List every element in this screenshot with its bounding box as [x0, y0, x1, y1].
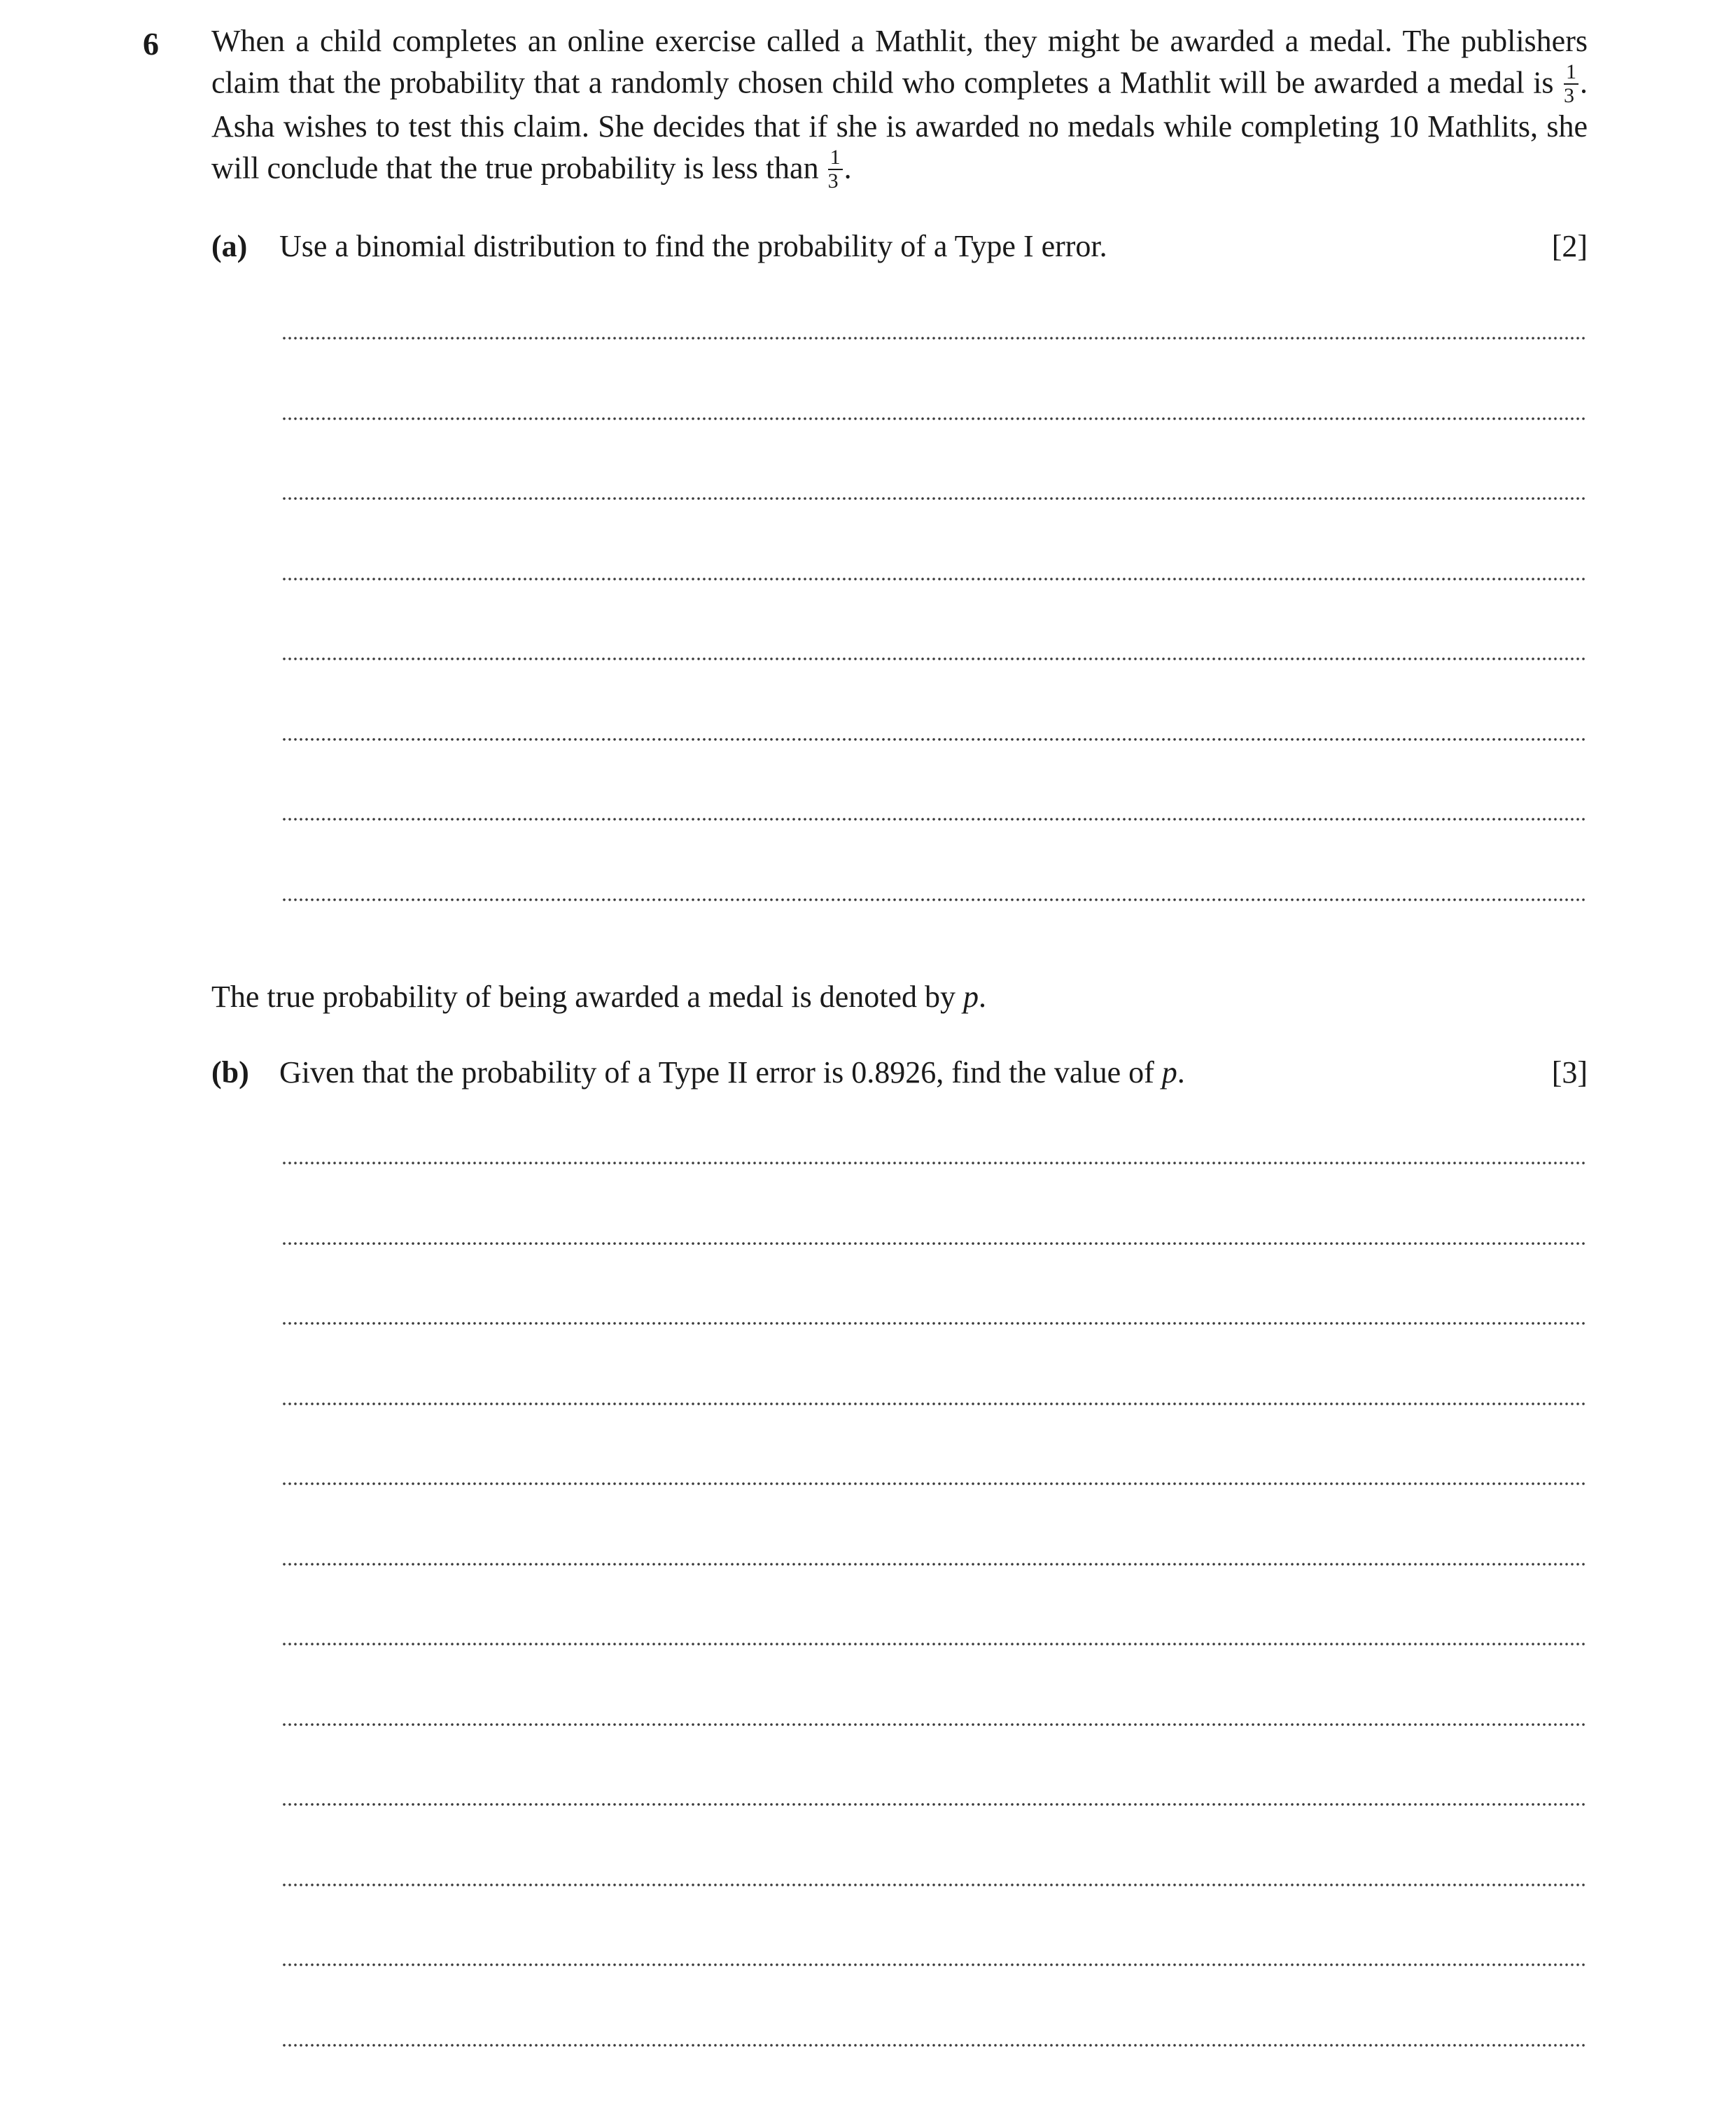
part-b-prompt: [211, 1055, 1588, 1097]
fraction-denominator: 3: [1564, 84, 1574, 107]
part-a-text: Use a binomial distribution to find the probability of a Type I error.: [279, 229, 1107, 263]
answer-line[interactable]: [281, 1482, 1588, 1486]
answer-line[interactable]: [281, 1241, 1588, 1246]
question-intro: [211, 21, 1588, 192]
part-b-text-end: .: [1177, 1055, 1185, 1090]
fraction-denominator: 3: [827, 169, 839, 193]
answer-line[interactable]: [281, 1642, 1588, 1646]
answer-line[interactable]: [281, 577, 1588, 581]
fraction-one-third: [828, 147, 843, 192]
fraction-one-third: [1564, 62, 1578, 106]
variable-p: p: [1161, 1055, 1177, 1090]
answer-line[interactable]: [281, 817, 1588, 821]
part-a-label: (a): [211, 229, 248, 263]
intro-text-1: When a child completes an online exercise called a Mathlit, they might be awarded a medal. The publishers claim that the probability that a randomly chosen child who completes a Mathlit will be awarded a medal is: [211, 24, 1588, 100]
answer-line[interactable]: [281, 737, 1588, 742]
part-a-marks: [2]: [1551, 229, 1588, 263]
part-b-text: [279, 1055, 1185, 1090]
variable-p: p: [962, 980, 979, 1014]
answer-line[interactable]: [281, 657, 1588, 661]
answer-line[interactable]: [281, 417, 1588, 421]
part-b-label: (b): [211, 1055, 249, 1090]
part-b-marks: [3]: [1551, 1055, 1588, 1090]
middle-paragraph: [211, 979, 986, 1015]
answer-line[interactable]: [281, 1963, 1588, 1967]
fraction-numerator: 1: [828, 147, 843, 170]
fraction-numerator: 1: [1564, 62, 1578, 85]
answer-line[interactable]: [281, 1802, 1588, 1807]
intro-text-3: .: [844, 151, 852, 186]
intro-text-2: . Asha wishes to test this claim. She decides that if she is awarded no medals while completing 10 Mathlits, she will conclude that the true probability is less than: [211, 65, 1588, 186]
middle-paragraph-text: The true probability of being awarded a medal is denoted by: [211, 980, 963, 1014]
answer-line[interactable]: [281, 496, 1588, 501]
answer-line[interactable]: [281, 1402, 1588, 1406]
part-a-prompt: [211, 228, 1588, 270]
answer-line[interactable]: [281, 898, 1588, 902]
answer-line[interactable]: [281, 2043, 1588, 2047]
answer-line[interactable]: [281, 1562, 1588, 1566]
answer-line[interactable]: [281, 336, 1588, 340]
answer-line[interactable]: [281, 1321, 1588, 1325]
answer-line[interactable]: [281, 1161, 1588, 1165]
part-b-text-main: Given that the probability of a Type II error is 0.8926, find the value of: [279, 1055, 1162, 1090]
middle-paragraph-end: .: [978, 980, 986, 1014]
answer-line[interactable]: [281, 1883, 1588, 1887]
answer-line[interactable]: [281, 1722, 1588, 1727]
question-number: 6: [143, 26, 159, 62]
